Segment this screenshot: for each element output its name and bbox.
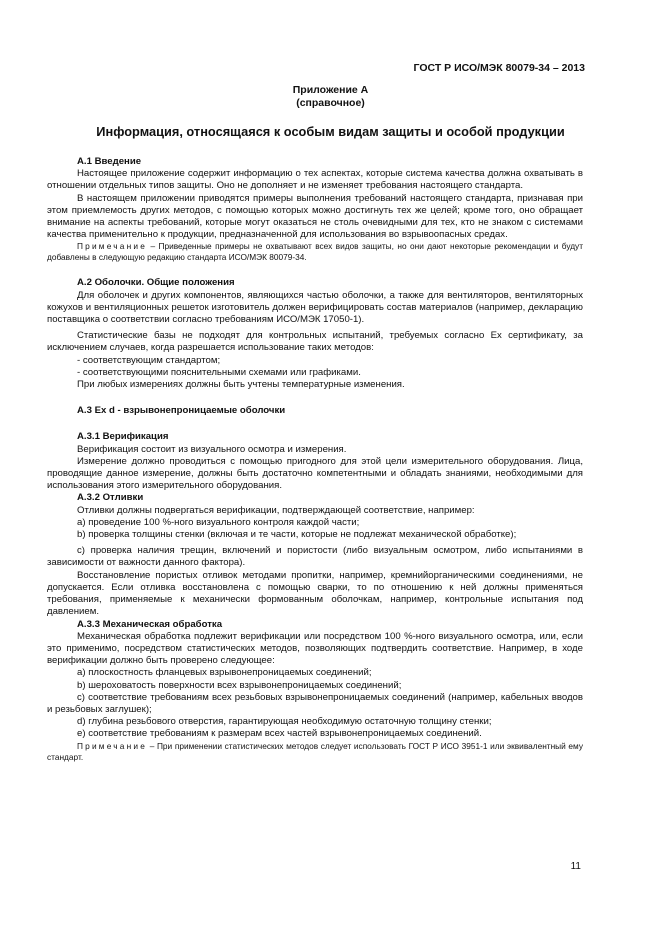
section-a1-paragraph-1: Настоящее приложение содержит информацию о тех аспектах, которые система качества должна охватывать в отношении отдельных типов защиты. Оно не дополняет и не изменяет требования настоящего стандарта. — [47, 168, 583, 192]
section-a33-paragraph-1: Механическая обработка подлежит верификации или посредством 100 %-ного визуального осмотра, или, если это применимо, посредством статистических методов, позволяющих подтвердить соответствие. Например, в ходе верификации должно быть проверено следующее: — [47, 630, 583, 667]
section-a1-heading: А.1 Введение — [77, 156, 142, 167]
document-header: ГОСТ Р ИСО/МЭК 80079-34 – 2013 — [413, 62, 585, 74]
section-a32-item-b: b) проверка толщины стенки (включая и те части, которые не подлежат механической обработке); — [77, 529, 517, 541]
appendix-subtitle: (справочное) — [296, 97, 365, 109]
document-body — [47, 156, 583, 763]
section-a33-item-a: а) плоскостность фланцевых взрывонепроницаемых соединений; — [77, 667, 372, 679]
note-text: – Приведенные примеры не охватывают всех видов защиты, но они дают некоторые рекомендации и будут добавлены в следующую редакцию стандарта ИСО/МЭК 80079-34. — [47, 241, 583, 263]
section-a2-paragraph-2: Статистические базы не подходят для контрольных испытаний, требуемых согласно Ex сертификату, за исключением случаев, когда разрешается использование таких методов: — [47, 330, 583, 354]
section-a33-heading: А.3.3 Механическая обработка — [77, 618, 223, 630]
appendix-title-block — [0, 84, 661, 110]
section-a32-paragraph-2: Восстановление пористых отливок методами пропитки, например, кремнийорганическими соединениями, не допускается. Если отливка восстановлена с помощью сварки, то по отношению к ней должны применяться требования, применяемые к механически формованным оболочкам, например, контрольные испытания под давлением. — [47, 569, 583, 618]
section-a2-paragraph-3: При любых измерениях должны быть учтены температурные изменения. — [77, 379, 405, 391]
appendix-title: Приложение А — [292, 84, 369, 96]
section-a33-item-e: e) соответствие требованиям к размерам всех частей взрывонепроницаемых соединений. — [77, 728, 482, 740]
section-a3-heading: А.3 Ex d - взрывонепроницаемые оболочки — [77, 405, 286, 417]
section-a31-paragraph-1: Верификация состоит из визуального осмотра и измерения. — [77, 443, 347, 455]
section-a32-item-a: а) проведение 100 %-ного визуального контроля каждой части; — [77, 516, 360, 528]
section-a1-note — [47, 241, 583, 263]
page-number: 11 — [570, 861, 581, 872]
section-a2-paragraph-1: Для оболочек и других компонентов, являющихся частью оболочки, а также для вентиляторов, вентиляторных кожухов и вентиляционных решеток изготовитель должен верифицировать состав материалов (например, декларацию поставщика о соответствии согласно требованиям ИСО/МЭК 17050-1). — [47, 289, 583, 326]
section-a2-list-item-2: - соответствующими пояснительными схемами или графиками. — [77, 366, 361, 378]
section-a31-heading: А.3.1 Верификация — [77, 431, 169, 443]
section-a2-heading: А.2 Оболочки. Общие положения — [77, 277, 235, 289]
section-a33-item-b: b) шероховатость поверхности всех взрывонепроницаемых соединений; — [77, 679, 402, 691]
main-title: Информация, относящаяся к особым видам защиты и особой продукции — [96, 124, 565, 139]
section-a32-item-c: c) проверка наличия трещин, включений и пористости (либо визуальным осмотром, либо испытаниями в зависимости от важности данного фактора). — [47, 545, 583, 569]
section-a32-heading: А.3.2 Отливки — [77, 492, 144, 504]
note-label: Примечание — [77, 740, 148, 751]
section-a31-paragraph-2: Измерение должно проводиться с помощью пригодного для этой цели измерительного оборудования. Лица, проводящие данное измерение, должны быть достаточно компетентными и обладать знаниями, необходимыми для использования этого измерительного оборудования. — [47, 455, 583, 492]
note-label: Примечание — [77, 241, 148, 252]
section-a1-paragraph-2: В настоящем приложении приводятся примеры выполнения требований настоящего стандарта, признавая при этом приемлемость других методов, с помощью которых можно достигнуть тех же целей; кроме того, оно обращает внимание на аспекты требований, которые могут оказаться не столь очевидными для тех, кто не знаком с системами качества применительно к продукции, предназначенной для использования во взрывоопасных средах. — [47, 192, 583, 241]
section-a33-item-d: d) глубина резьбового отверстия, гарантирующая необходимую остаточную толщину стенки; — [77, 716, 492, 728]
section-a2-list-item-1: - соответствующим стандартом; — [77, 354, 221, 366]
section-a33-item-c: c) соответствие требованиям всех резьбовых взрывонепроницаемых соединений (например, кабельных вводов и резьбовых заглушек); — [47, 691, 583, 715]
section-a33-note — [47, 741, 583, 763]
section-a32-paragraph-1: Отливки должны подвергаться верификации, подтверждающей соответствие, например: — [77, 504, 475, 516]
note-text: – При применении статистических методов следует использовать ГОСТ Р ИСО 3951-1 или эквивалентный ему стандарт. — [47, 740, 583, 762]
